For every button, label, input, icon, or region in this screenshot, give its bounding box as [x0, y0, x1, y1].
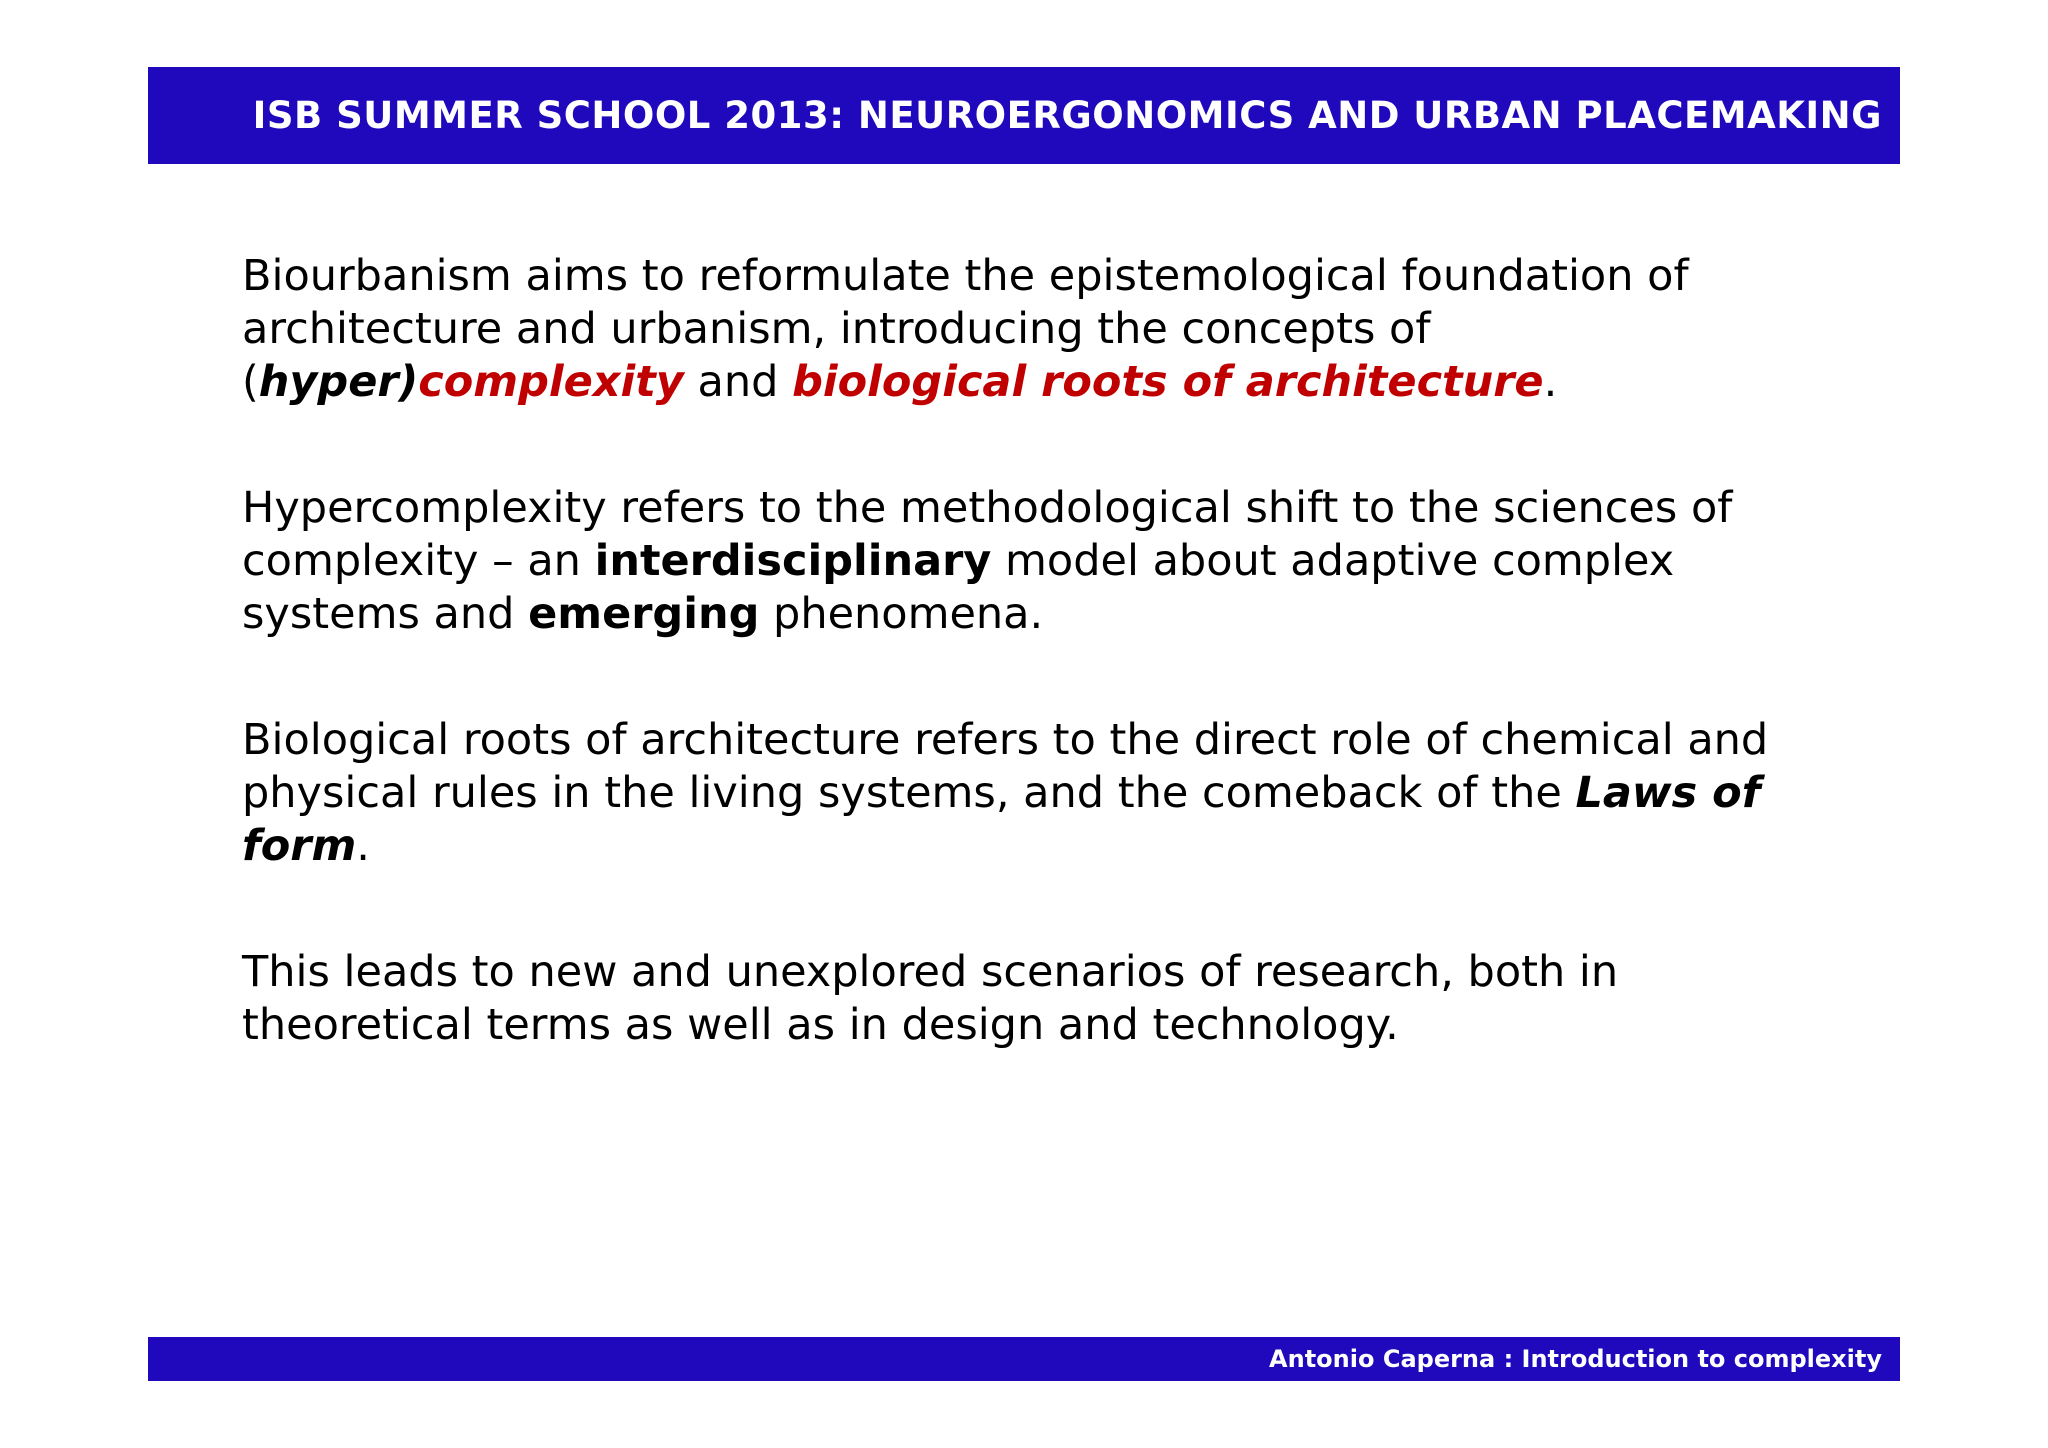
- p1-hyper: hyper): [258, 357, 419, 407]
- p1-biological-roots: biological roots of architecture: [792, 357, 1544, 407]
- p1-complexity: complexity: [418, 357, 684, 407]
- paragraph-hypercomplexity: [242, 482, 1842, 641]
- paragraph-research: [242, 946, 1842, 1052]
- p1-text-b: and: [683, 357, 793, 407]
- paragraph-biological-roots: [242, 714, 1842, 873]
- p1-text-c: .: [1543, 357, 1558, 407]
- slide-body: [242, 250, 1842, 1125]
- p2-text-c: phenomena.: [759, 589, 1044, 639]
- slide-title: ISB SUMMER SCHOOL 2013: NEUROERGONOMICS AND URBAN PLACEMAKING: [252, 94, 1882, 137]
- p3-text-a: Biological roots of architecture refers to the direct role of chemical and physical rules in the living systems, and the comeback of the: [242, 715, 1769, 818]
- p2-interdisciplinary: interdisciplinary: [594, 536, 992, 586]
- p4-text: This leads to new and unexplored scenarios of research, both in theoretical terms as well as in design and technology.: [242, 947, 1619, 1050]
- footer-bar: [148, 1337, 1900, 1381]
- header-bar: [148, 67, 1900, 164]
- p2-text-a: Hypercomplexity refers to the methodological shift to the sciences of complexity – an: [242, 483, 1733, 586]
- p1-text-a: Biourbanism aims to reformulate the epistemological foundation of architecture and urbanism, introducing the concepts of (: [242, 251, 1689, 407]
- paragraph-biourbanism: [242, 250, 1842, 409]
- p3-text-b: .: [356, 821, 370, 871]
- p2-text-b: model about adaptive complex systems and: [242, 536, 1675, 639]
- footer-author: Antonio Caperna : Introduction to complexity: [1269, 1345, 1882, 1373]
- p2-emerging: emerging: [528, 589, 760, 639]
- p3-laws-of-form: Laws of form: [242, 768, 1761, 871]
